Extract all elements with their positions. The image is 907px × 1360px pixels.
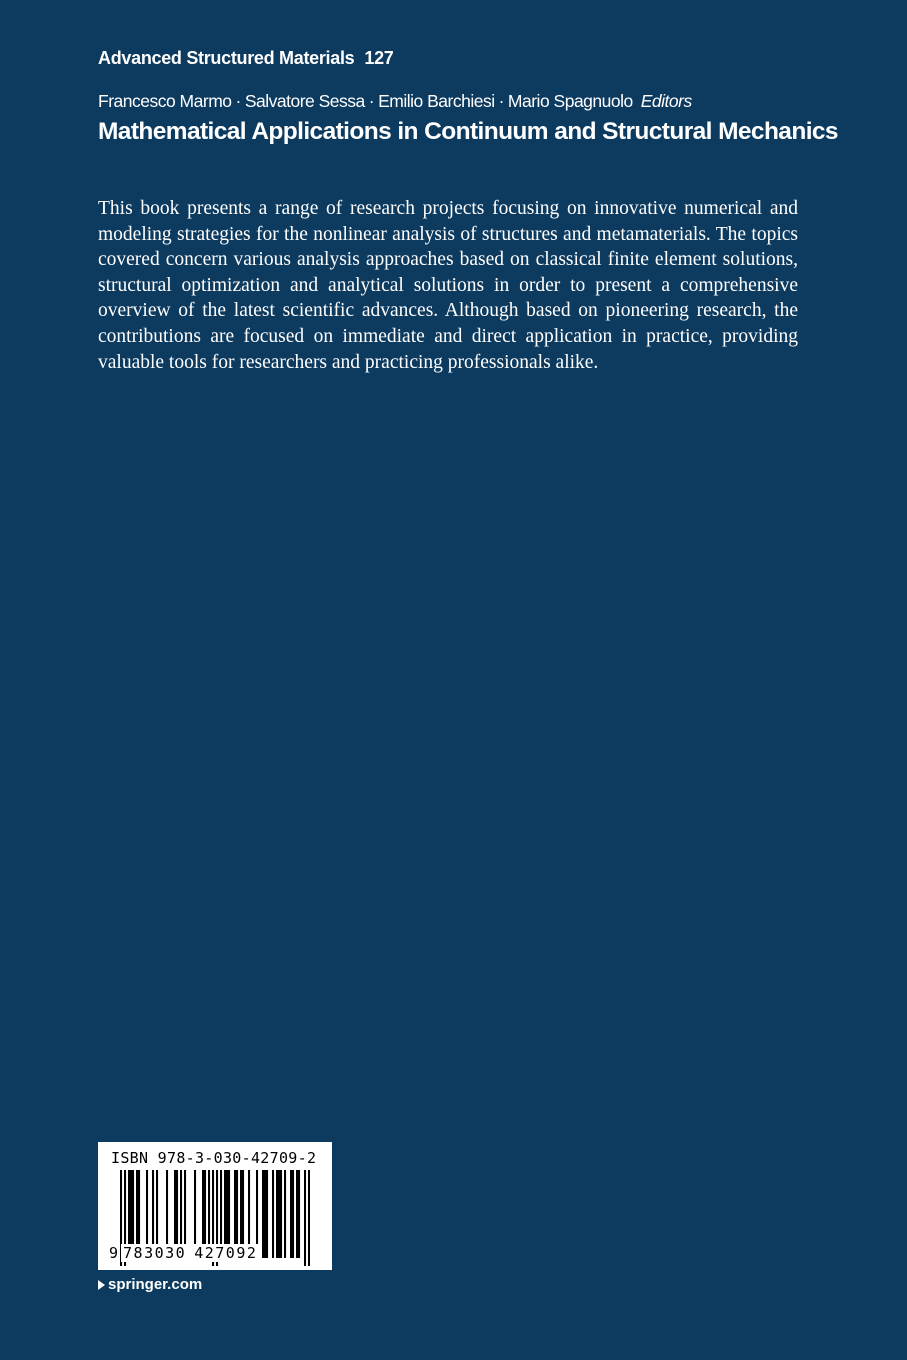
barcode-bar [266, 1170, 268, 1258]
isbn-label: ISBN 978-3-030-42709-2 [111, 1149, 317, 1167]
editor-name: Mario Spagnuolo [507, 91, 633, 111]
ean-first-digit: 9 [109, 1244, 119, 1262]
series-number: 127 [364, 48, 394, 68]
arrow-right-icon [98, 1280, 105, 1290]
editors-line [98, 91, 692, 112]
editors-role: Editors [640, 91, 692, 111]
barcode-bar [298, 1170, 300, 1258]
editor-separator: · [498, 91, 504, 111]
barcode-guard-bar [308, 1170, 310, 1266]
barcode-bar [290, 1170, 292, 1258]
series-line [98, 48, 394, 69]
barcode-bar [278, 1170, 280, 1258]
barcode-bar [262, 1170, 264, 1258]
series-name: Advanced Structured Materials [98, 48, 355, 68]
ean-right-digits: 427092 [194, 1244, 258, 1262]
barcode-bar [284, 1170, 286, 1258]
editor-separator: · [368, 91, 375, 111]
editor-name: Francesco Marmo [98, 91, 232, 111]
barcode-bar [276, 1170, 278, 1258]
barcode-bar [280, 1170, 282, 1258]
book-title: Mathematical Applications in Continuum and Structural Mechanics [98, 118, 838, 145]
barcode-bar [292, 1170, 294, 1258]
website-label: springer.com [108, 1276, 203, 1293]
barcode-bar [272, 1170, 274, 1258]
editor-name: Salvatore Sessa [244, 91, 365, 111]
publisher-website[interactable] [98, 1276, 202, 1293]
book-description: This book presents a range of research projects focusing on innovative numerical and modeling strategies for the nonlinear analysis of structures and metamaterials. The topics covered concern various analysis approaches based on classical finite element solutions, structural optimization and analytical solutions in order to present a comprehensive overview of the latest scientific advances. Although based on pioneering research, the contributions are focused on immediate and direct application in practice, providing valuable tools for researchers and practicing professionals alike. [98, 198, 798, 373]
barcode-bar [264, 1170, 266, 1258]
isbn-barcode [98, 1142, 332, 1270]
barcode-guard-bar [304, 1170, 306, 1266]
editor-name: Emilio Barchiesi [378, 91, 495, 111]
barcode-bar [296, 1170, 298, 1258]
editor-separator: · [235, 91, 241, 111]
ean-digits [109, 1244, 259, 1262]
ean-left-digits: 783030 [123, 1244, 187, 1262]
